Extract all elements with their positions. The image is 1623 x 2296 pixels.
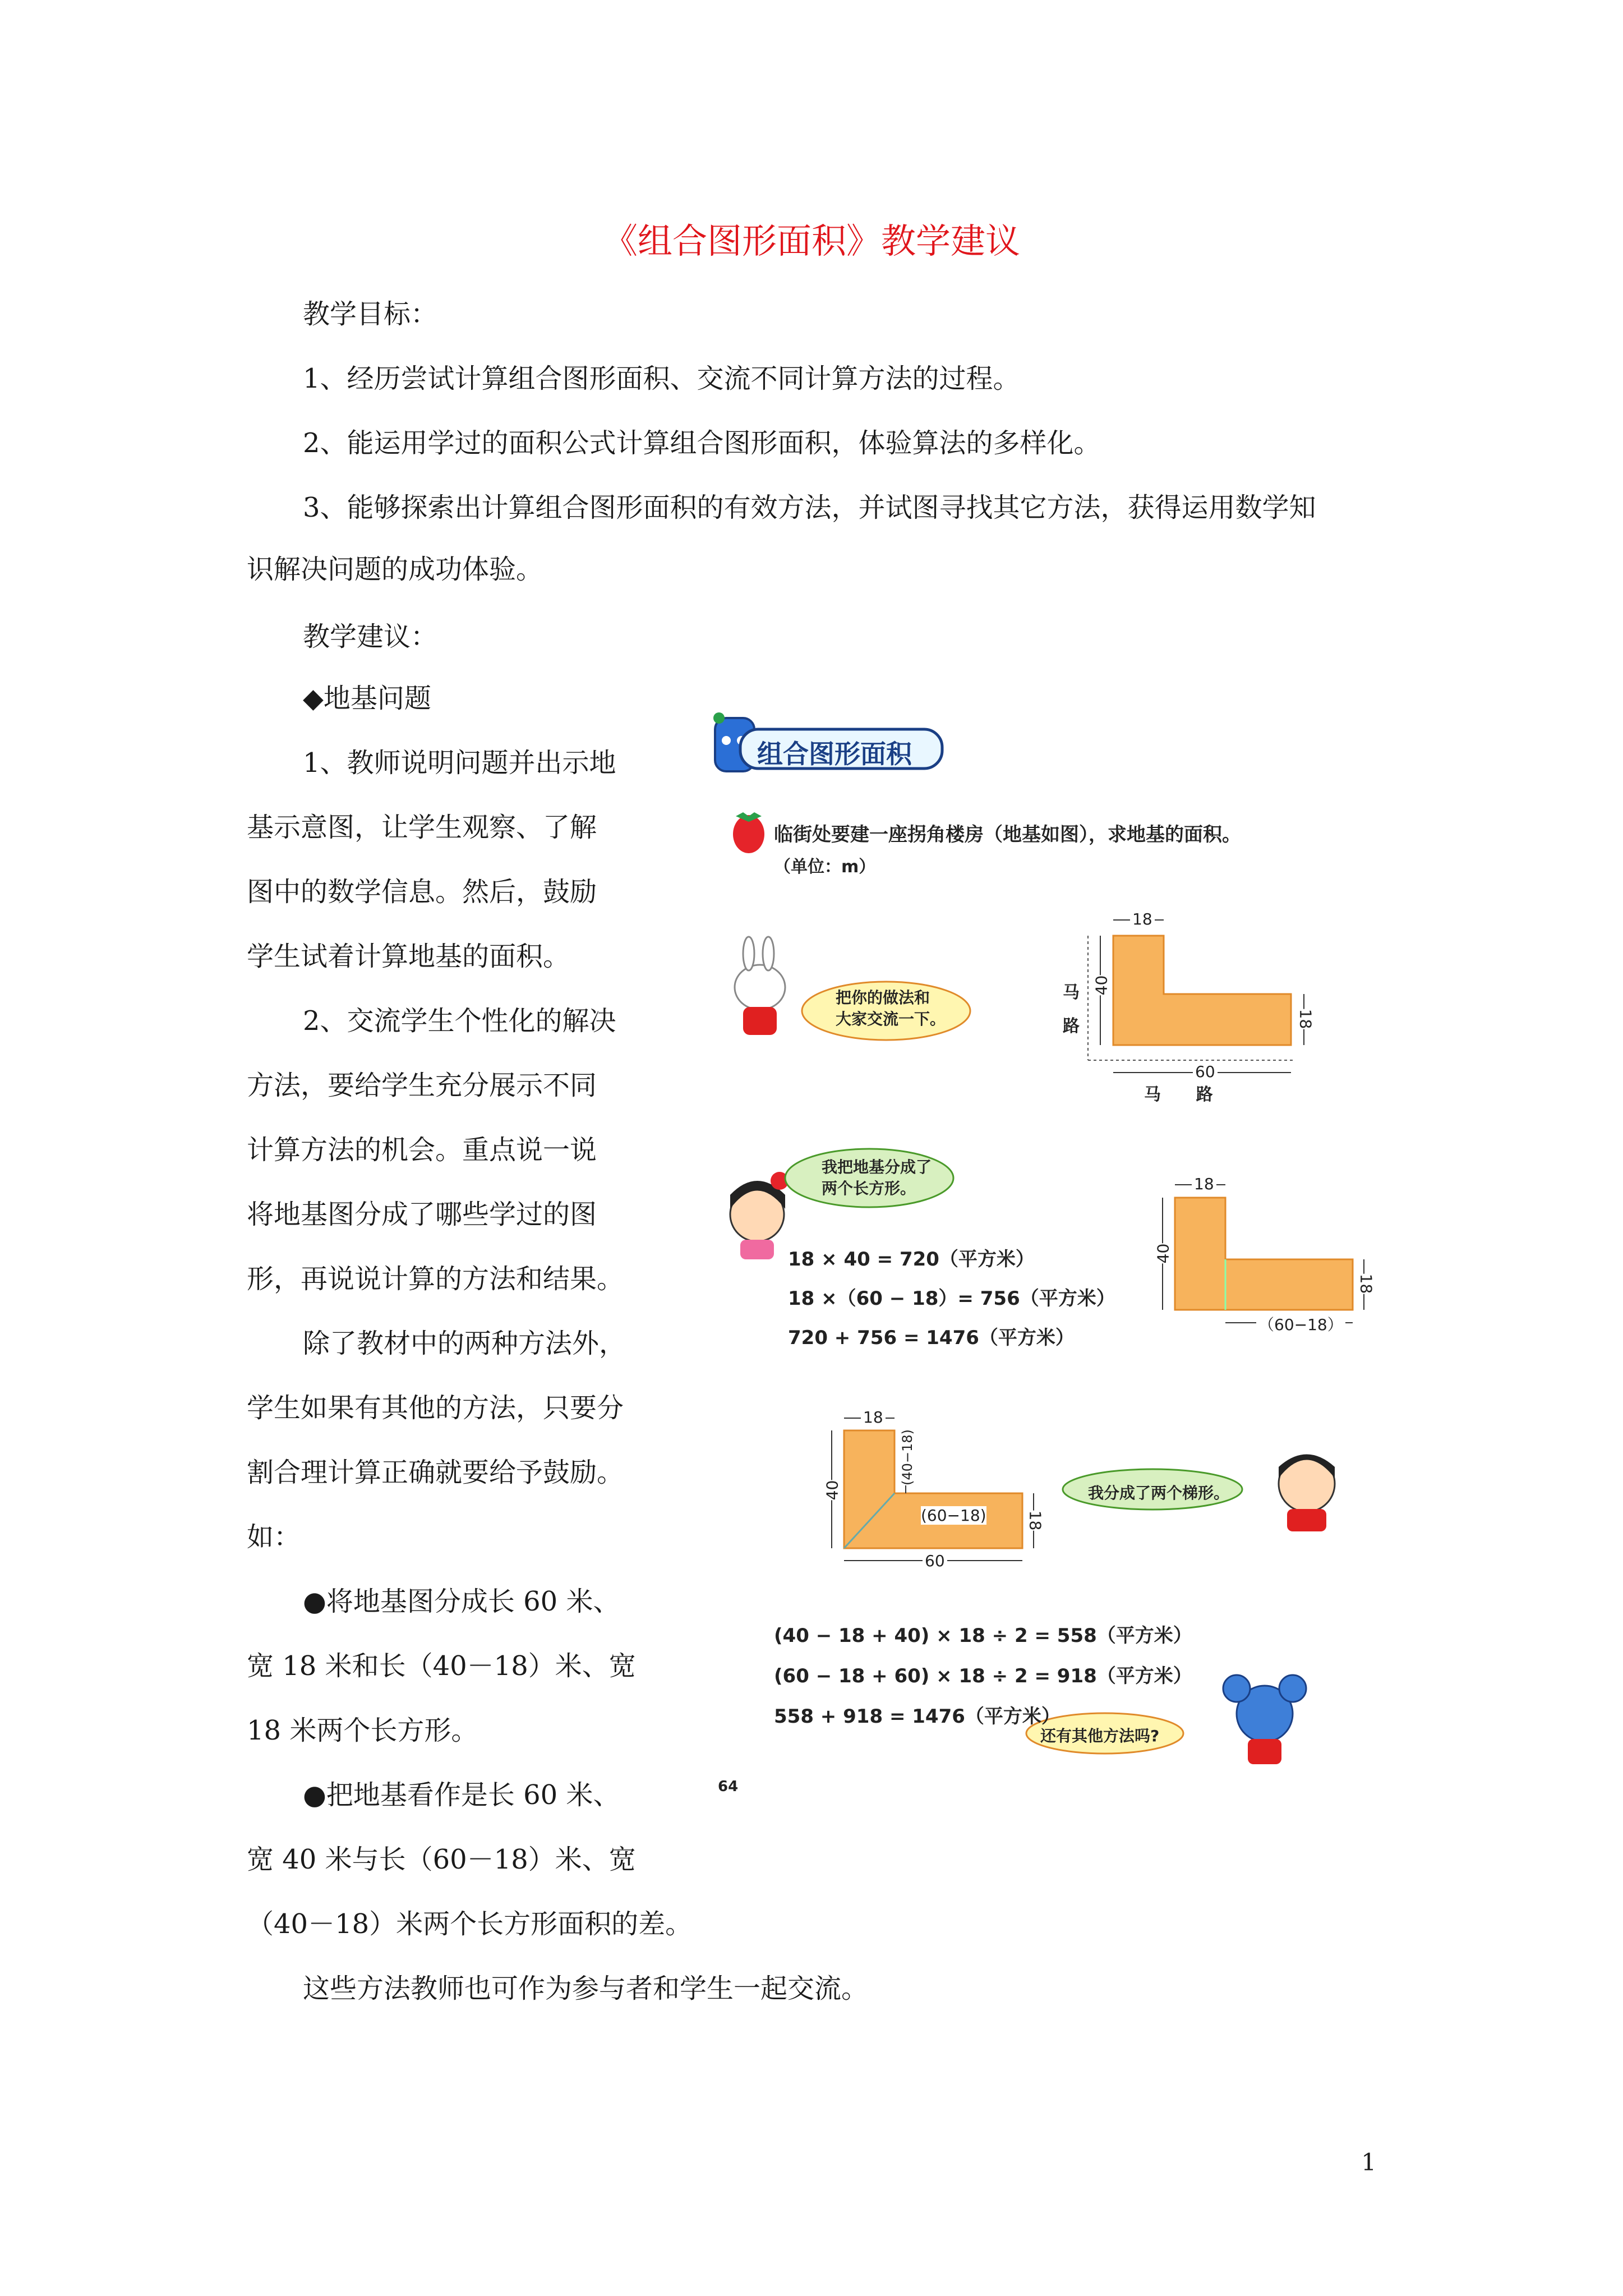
- boy-icon: [1279, 1455, 1335, 1532]
- dim-label-40: 40: [1092, 975, 1111, 996]
- goals-heading: 教学目标：: [303, 298, 438, 330]
- l-shape-trapezoids: [844, 1430, 1022, 1548]
- calc-trapezoids: [774, 1616, 1192, 1737]
- bubble-line: 把你的做法和: [836, 988, 930, 1007]
- left-text-line: 2、交流学生个性化的解决: [303, 1005, 616, 1037]
- road-char: 路: [1063, 1016, 1080, 1036]
- dim-label-60-18-inner: (60−18): [921, 1506, 986, 1525]
- left-text-line: 形，再说说计算的方法和结果。: [247, 1263, 624, 1295]
- mouse-icon: [1223, 1675, 1306, 1764]
- section-heading: ◆地基问题: [303, 683, 431, 714]
- left-text-line: 方法，要给学生充分展示不同: [247, 1070, 597, 1101]
- road-label-horizontal: 马 路: [1144, 1085, 1213, 1105]
- dim-label-60-18: （60−18）: [1256, 1313, 1345, 1335]
- calc-line: 720 + 756 = 1476（平方米）: [788, 1327, 1075, 1349]
- dim-label-40-18: (40−18): [899, 1429, 915, 1485]
- calc-rectangles: [788, 1240, 1115, 1358]
- page-title: 《组合图形面积》教学建议: [602, 220, 1020, 261]
- calc-line: 558 + 918 = 1476（平方米）: [774, 1705, 1061, 1728]
- figure-banner: 组合图形面积: [757, 739, 912, 769]
- left-text-line: 如：: [247, 1521, 301, 1553]
- left-text-line: （40－18）米两个长方形面积的差。: [247, 1908, 693, 1940]
- road-label-vertical: [1063, 976, 1080, 1043]
- dim-label-18: 18: [861, 1408, 886, 1427]
- left-text-line: 将地基图分成了哪些学过的图: [247, 1199, 597, 1230]
- rect-left-part: [1175, 1198, 1225, 1310]
- dim-label-60: 60: [923, 1552, 947, 1570]
- dim-label-40: 40: [1154, 1243, 1173, 1264]
- calc-line: 18 × 40 = 720（平方米）: [788, 1248, 1035, 1271]
- textbook-page-number: 64: [718, 1778, 739, 1795]
- left-text-line: 1、教师说明问题并出示地: [303, 747, 616, 779]
- closing-text: 这些方法教师也可作为参与者和学生一起交流。: [303, 1973, 869, 2004]
- dim-label-18: 18: [1357, 1273, 1376, 1294]
- bubble-line: 我把地基分成了: [822, 1158, 932, 1176]
- advice-heading: 教学建议：: [303, 621, 438, 652]
- bubble-line: 大家交流一下。: [836, 1010, 946, 1028]
- boy-bubble-text: 我分成了两个梯形。: [1088, 1484, 1230, 1502]
- girl-bubble-text: [822, 1157, 932, 1199]
- calc-line: 18 ×（60 − 18）= 756（平方米）: [788, 1287, 1115, 1310]
- dim-label-18: 18: [1130, 910, 1155, 928]
- rabbit-bubble-text: [836, 987, 946, 1030]
- rect-right-part: [1225, 1259, 1353, 1310]
- bubble-line: 两个长方形。: [822, 1179, 916, 1198]
- road-char: 马: [1063, 983, 1080, 1002]
- girl-icon: [730, 1172, 789, 1259]
- goal-3-line1: 3、能够探索出计算组合图形面积的有效方法，并试图寻找其它方法，获得运用数学知: [303, 492, 1316, 523]
- calc-line: (40 − 18 + 40) × 18 ÷ 2 = 558（平方米）: [774, 1625, 1192, 1647]
- dim-label-40: 40: [823, 1480, 842, 1501]
- dim-label-60: 60: [1193, 1062, 1218, 1081]
- rabbit-icon: [735, 937, 785, 1035]
- left-text-line: 学生如果有其他的方法，只要分: [247, 1392, 624, 1424]
- goal-3-line2: 识解决问题的成功体验。: [247, 554, 543, 585]
- goal-1: 1、经历尝试计算组合图形面积、交流不同计算方法的过程。: [303, 363, 1020, 394]
- left-text-line: ●将地基图分成长 60 米、: [303, 1586, 620, 1617]
- left-text-line: 宽 18 米和长（40－18）米、宽: [247, 1650, 636, 1682]
- mouse-bubble-text: 还有其他方法吗?: [1040, 1727, 1160, 1745]
- dim-label-18: 18: [1296, 1009, 1315, 1029]
- left-text-line: 基示意图，让学生观察、了解: [247, 812, 597, 843]
- dim-label-18: 18: [1192, 1175, 1216, 1193]
- l-shape-main: [1113, 936, 1291, 1045]
- goal-2: 2、能运用学过的面积公式计算组合图形面积，体验算法的多样化。: [303, 427, 1101, 459]
- dim-label-18: 18: [1026, 1510, 1045, 1531]
- problem-line-1: 临街处要建一座拐角楼房（地基如图），求地基的面积。: [774, 823, 1241, 846]
- left-text-line: 宽 40 米与长（60－18）米、宽: [247, 1844, 636, 1875]
- strawberry-icon: [733, 812, 764, 853]
- left-text-line: 图中的数学信息。然后，鼓励: [247, 876, 597, 908]
- left-text-line: 18 米两个长方形。: [247, 1715, 478, 1746]
- left-text-line: 计算方法的机会。重点说一说: [247, 1134, 597, 1166]
- left-text-line: 学生试着计算地基的面积。: [247, 941, 570, 972]
- textbook-figure: [701, 701, 1430, 1795]
- calc-line: (60 − 18 + 60) × 18 ÷ 2 = 918（平方米）: [774, 1665, 1192, 1687]
- left-text-line: ●把地基看作是长 60 米、: [303, 1779, 620, 1811]
- problem-line-2: （单位：m）: [774, 857, 876, 877]
- page-number: 1: [1361, 2148, 1376, 2176]
- left-text-line: 除了教材中的两种方法外，: [303, 1328, 626, 1359]
- left-text-line: 割合理计算正确就要给予鼓励。: [247, 1457, 624, 1488]
